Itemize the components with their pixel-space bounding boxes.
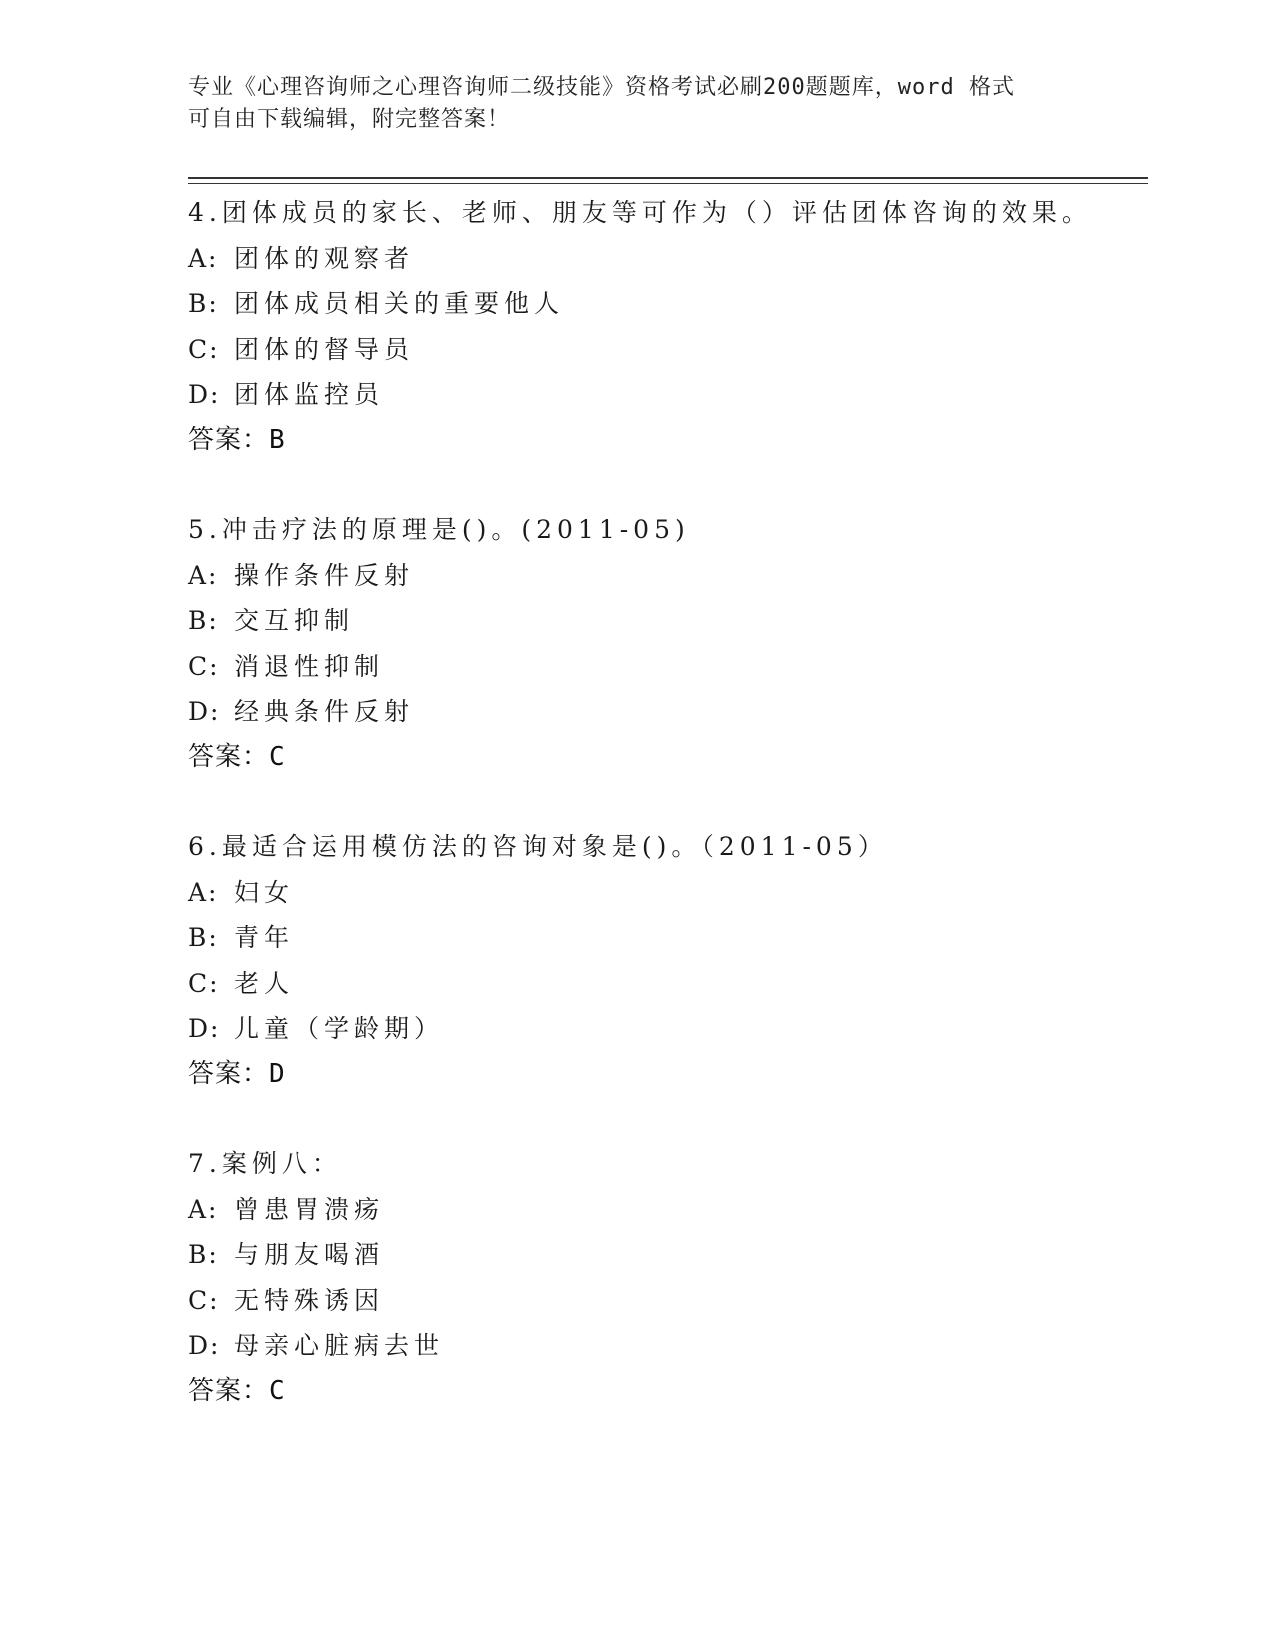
- question-list: [188, 190, 1148, 1458]
- option-b: [188, 915, 1148, 961]
- option-text: 母亲心脏病去世: [234, 1331, 445, 1360]
- answer-value: B: [269, 424, 286, 455]
- option-letter: A:: [188, 560, 219, 590]
- option-text: 儿童（学龄期）: [234, 1014, 445, 1043]
- option-letter: C:: [188, 651, 220, 681]
- option-text: 与朋友喝酒: [234, 1240, 385, 1269]
- option-letter: A:: [188, 1194, 219, 1224]
- answer-label: 答案：: [188, 741, 270, 772]
- question-stem: 7.案例八：: [188, 1149, 342, 1178]
- answer-line: [188, 418, 1148, 464]
- question-stem: 4.团体成员的家长、老师、朋友等可作为（）评估团体咨询的效果。: [188, 198, 1092, 227]
- option-letter: A:: [188, 877, 219, 907]
- option-letter: D:: [188, 380, 221, 409]
- option-letter: B:: [188, 923, 219, 952]
- answer-line: [188, 1369, 1148, 1415]
- option-d: [188, 372, 1148, 418]
- option-text: 消退性抑制: [234, 651, 385, 681]
- option-a: [188, 236, 1148, 282]
- option-b: [188, 598, 1148, 644]
- option-letter: D:: [188, 1331, 221, 1360]
- option-c: [188, 327, 1148, 373]
- option-a: [188, 870, 1148, 916]
- option-text: 无特殊诱因: [234, 1285, 385, 1315]
- option-letter: D:: [188, 1014, 221, 1043]
- option-text: 团体的督导员: [234, 334, 415, 364]
- question-item: [188, 824, 1148, 1097]
- option-b: [188, 1232, 1148, 1278]
- option-letter: C:: [188, 968, 220, 998]
- answer-value: D: [269, 1058, 286, 1089]
- document-header: [188, 72, 1088, 136]
- answer-label: 答案：: [188, 1058, 270, 1089]
- option-text: 团体的观察者: [234, 243, 415, 273]
- option-letter: A:: [188, 243, 219, 273]
- option-c: [188, 644, 1148, 690]
- answer-line: [188, 735, 1148, 781]
- answer-line: [188, 1052, 1148, 1098]
- answer-label: 答案：: [188, 424, 270, 455]
- option-text: 经典条件反射: [234, 697, 415, 726]
- answer-value: C: [269, 741, 286, 772]
- option-letter: B:: [188, 1240, 219, 1269]
- question-item: [188, 507, 1148, 780]
- option-text: 老人: [234, 968, 295, 998]
- option-a: [188, 1187, 1148, 1233]
- question-stem: 5.冲击疗法的原理是()。(2011-05): [188, 515, 690, 544]
- header-line-1: 专业《心理咨询师之心理咨询师二级技能》资格考试必刷200题题库，word 格式: [188, 75, 1015, 100]
- option-text: 交互抑制: [234, 606, 355, 635]
- option-letter: B:: [188, 289, 219, 318]
- option-d: [188, 1323, 1148, 1369]
- option-d: [188, 1006, 1148, 1052]
- option-letter: C:: [188, 1285, 220, 1315]
- option-text: 曾患胃溃疡: [234, 1194, 385, 1224]
- option-d: [188, 689, 1148, 735]
- option-c: [188, 961, 1148, 1007]
- option-c: [188, 1278, 1148, 1324]
- option-letter: C:: [188, 334, 220, 364]
- option-text: 团体监控员: [234, 380, 385, 409]
- option-text: 妇女: [234, 877, 295, 907]
- option-a: [188, 553, 1148, 599]
- option-letter: B:: [188, 606, 219, 635]
- option-text: 操作条件反射: [234, 560, 415, 590]
- option-letter: D:: [188, 697, 221, 726]
- option-b: [188, 281, 1148, 327]
- question-item: [188, 1141, 1148, 1414]
- answer-label: 答案：: [188, 1375, 270, 1406]
- option-text: 团体成员相关的重要他人: [234, 289, 565, 318]
- question-stem: 6.最适合运用模仿法的咨询对象是()。（2011-05）: [188, 832, 888, 861]
- option-text: 青年: [234, 923, 295, 952]
- header-line-2: 可自由下载编辑，附完整答案！: [188, 107, 511, 132]
- header-divider-thin: [188, 183, 1148, 184]
- question-item: [188, 190, 1148, 463]
- header-divider-thick: [188, 177, 1148, 179]
- answer-value: C: [269, 1375, 286, 1406]
